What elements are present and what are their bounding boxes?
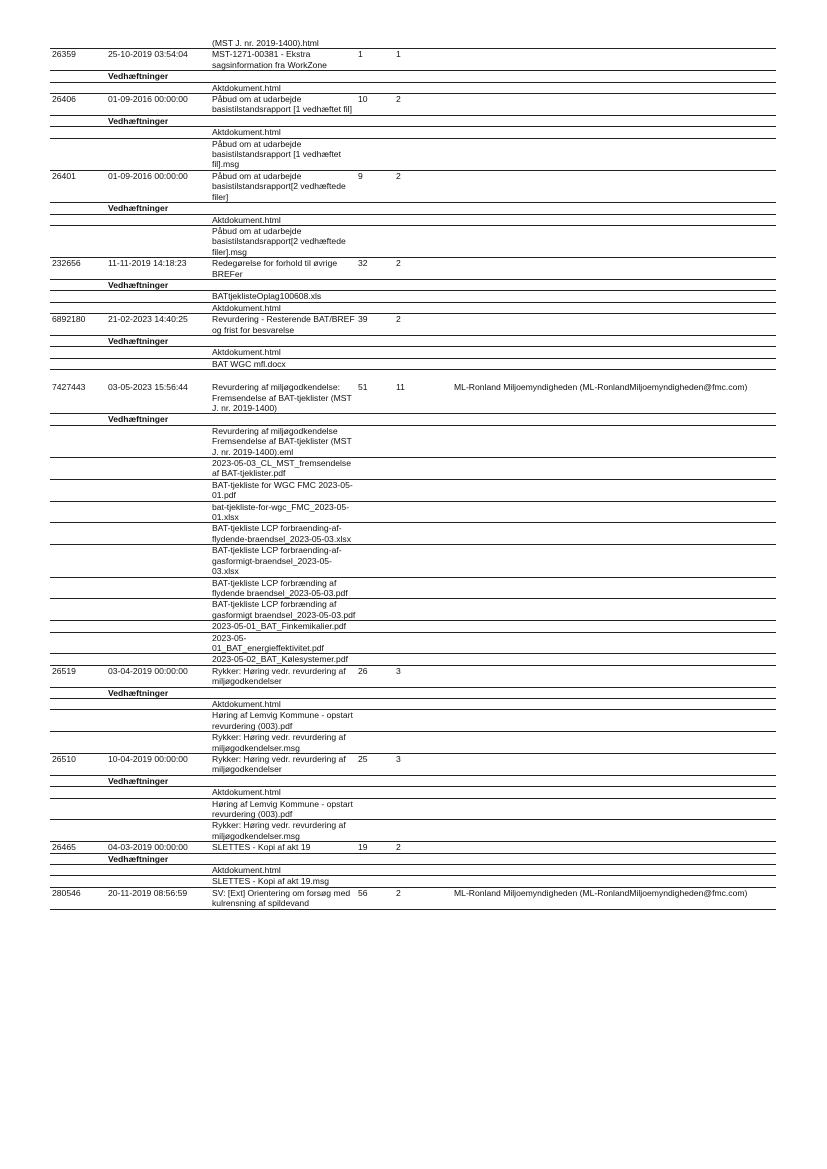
- record-date: 01-09-2016 00:00:00: [106, 170, 210, 202]
- attachment-row: [50, 358, 776, 369]
- record-party: [452, 170, 776, 202]
- attachment-row: [50, 632, 776, 654]
- record-count-1: 9: [356, 170, 394, 202]
- attachments-label: Vedhæftninger: [106, 71, 210, 82]
- attachment-name: Aktdokument.html: [210, 698, 356, 709]
- attachment-name: Revurdering af miljøgodkendelse Fremsendelse af BAT-tjeklister (MST J. nr. 2019-1400).eml: [210, 425, 356, 457]
- attachment-row: [50, 621, 776, 632]
- attachment-name: BATtjeklisteOplag100608.xls: [210, 291, 356, 302]
- attachment-name: BAT-tjekliste LCP forbrænding af gasformigt braendsel_2023-05-03.pdf: [212, 599, 356, 620]
- attachment-name: Aktdokument.html: [210, 347, 356, 358]
- attachments-label: Vedhæftninger: [106, 203, 210, 214]
- attachment-name: BAT-tjekliste LCP forbrænding af flydende braendsel_2023-05-03.pdf: [210, 577, 356, 599]
- attachments-header-row: [50, 775, 776, 786]
- record-count-2: 2: [394, 258, 452, 280]
- attachment-row: [50, 599, 776, 621]
- attachment-row: [50, 820, 776, 842]
- attachment-row: [50, 654, 776, 665]
- attachments-label: Vedhæftninger: [106, 775, 210, 786]
- record-party: [452, 842, 776, 853]
- attachment-row: [50, 458, 776, 480]
- attachment-name: Rykker: Høring vedr. revurdering af miljøgodkendelser.msg: [210, 820, 356, 842]
- record-date: 11-11-2019 14:18:23: [106, 258, 210, 280]
- record-title: Revurdering af miljøgodkendelse: Fremsendelse af BAT-tjeklister (MST J. nr. 2019-1400): [210, 382, 356, 414]
- attachment-row: [50, 225, 776, 257]
- attachment-row: [50, 523, 776, 545]
- record-row: [50, 314, 776, 336]
- record-title: SLETTES - Kopi af akt 19: [210, 842, 356, 853]
- records-body: [50, 38, 776, 909]
- attachments-label: Vedhæftninger: [106, 853, 210, 864]
- record-count-2: 2: [394, 94, 452, 116]
- record-row: [50, 49, 776, 71]
- attachment-name: Aktdokument.html: [210, 82, 356, 93]
- attachment-name: BAT-tjekliste LCP forbraending-af-gasformigt-braendsel_2023-05-03.xlsx: [210, 545, 356, 577]
- record-count-2: 2: [394, 170, 452, 202]
- record-row: [50, 94, 776, 116]
- record-party: ML-Ronland Miljoemyndigheden (ML-RonlandMiljoemyndigheden@fmc.com): [452, 382, 776, 414]
- attachments-label: Vedhæftninger: [106, 414, 210, 425]
- record-date: 03-05-2023 15:56:44: [106, 382, 210, 414]
- attachment-row: [50, 425, 776, 457]
- attachment-name: Påbud om at udarbejde basistilstandsrapport [1 vedhæftet fil].msg: [210, 138, 356, 170]
- record-id: 26359: [50, 49, 106, 71]
- attachment-row: [50, 214, 776, 225]
- attachment-name: Rykker: Høring vedr. revurdering af miljøgodkendelser.msg: [210, 732, 356, 754]
- record-count-1: 10: [356, 94, 394, 116]
- attachment-name: Aktdokument.html: [210, 214, 356, 225]
- attachment-name: 2023-05-01_BAT_Finkemikalier.pdf: [210, 621, 356, 632]
- record-row: [50, 887, 776, 909]
- attachment-name: SLETTES - Kopi af akt 19.msg: [210, 876, 356, 887]
- record-id: 6892180: [50, 314, 106, 336]
- record-date: 01-09-2016 00:00:00: [106, 94, 210, 116]
- record-id: 26519: [50, 665, 106, 687]
- record-title: Rykker: Høring vedr. revurdering af miljøgodkendelser: [210, 665, 356, 687]
- record-id: 26465: [50, 842, 106, 853]
- attachment-row: [50, 291, 776, 302]
- record-title: Påbud om at udarbejde basistilstandsrapport [1 vedhæftet fil]: [210, 94, 356, 116]
- attachment-name: Høring af Lemvig Kommune - opstart revurdering (003).pdf: [210, 798, 356, 820]
- record-id: 232656: [50, 258, 106, 280]
- record-date: 10-04-2019 00:00:00: [106, 754, 210, 776]
- attachment-name: Påbud om at udarbejde basistilstandsrapport[2 vedhæftede filer].msg: [210, 225, 356, 257]
- record-count-1: 25: [356, 754, 394, 776]
- attachment-name: 2023-05-02_BAT_Kølesystemer.pdf: [210, 654, 356, 665]
- attachment-row: [50, 698, 776, 709]
- attachment-row: [50, 138, 776, 170]
- attachment-name: BAT WGC mfl.docx: [210, 358, 356, 369]
- attachment-row: [50, 732, 776, 754]
- record-title: SV: [Ext] Orientering om forsøg med kulrensning af spildevand: [210, 887, 356, 909]
- attachments-header-row: [50, 414, 776, 425]
- record-row: [50, 754, 776, 776]
- document-page: [50, 38, 776, 910]
- record-row: [50, 382, 776, 414]
- attachments-header-row: [50, 335, 776, 346]
- record-party: [452, 258, 776, 280]
- attachment-row: [50, 787, 776, 798]
- record-row: [50, 842, 776, 853]
- record-id: 280546: [50, 887, 106, 909]
- record-count-1: 1: [356, 49, 394, 71]
- continued-row: [50, 38, 776, 49]
- attachment-name: 2023-05-03_CL_MST_fremsendelse af BAT-tjeklister.pdf: [210, 458, 356, 480]
- record-count-2: 11: [394, 382, 452, 414]
- attachment-name: Aktdokument.html: [210, 302, 356, 313]
- attachment-row: [50, 479, 776, 501]
- attachment-row: [50, 798, 776, 820]
- record-date: 25-10-2019 03:54:04: [106, 49, 210, 71]
- record-count-1: 39: [356, 314, 394, 336]
- record-count-1: 56: [356, 887, 394, 909]
- record-count-2: 1: [394, 49, 452, 71]
- attachment-row: [50, 710, 776, 732]
- attachment-row: [50, 501, 776, 523]
- record-date: 04-03-2019 00:00:00: [106, 842, 210, 853]
- record-count-2: 3: [394, 754, 452, 776]
- attachment-name: Aktdokument.html: [210, 787, 356, 798]
- attachments-label: Vedhæftninger: [106, 687, 210, 698]
- attachments-header-row: [50, 279, 776, 290]
- record-count-1: 26: [356, 665, 394, 687]
- attachments-header-row: [50, 115, 776, 126]
- record-title: Rykker: Høring vedr. revurdering af miljøgodkendelser: [210, 754, 356, 776]
- attachments-header-row: [50, 853, 776, 864]
- record-title: Påbud om at udarbejde basistilstandsrapport[2 vedhæftede filer]: [210, 170, 356, 202]
- record-count-1: 51: [356, 382, 394, 414]
- attachment-name: (MST J. nr. 2019-1400).html: [210, 38, 356, 49]
- record-id: 26401: [50, 170, 106, 202]
- attachments-header-row: [50, 71, 776, 82]
- attachment-row: [50, 545, 776, 577]
- record-title: Redegørelse for forhold til øvrige BREFer: [210, 258, 356, 280]
- record-count-2: 2: [394, 314, 452, 336]
- record-party: [452, 314, 776, 336]
- record-party: ML-Ronland Miljoemyndigheden (ML-RonlandMiljoemyndigheden@fmc.com): [452, 887, 776, 909]
- attachment-row: [50, 865, 776, 876]
- record-date: 03-04-2019 00:00:00: [106, 665, 210, 687]
- attachment-row: [50, 347, 776, 358]
- records-table: [50, 38, 776, 910]
- record-id: 7427443: [50, 382, 106, 414]
- attachment-name: BAT-tjekliste LCP forbraending-af-flydende-braendsel_2023-05-03.xlsx: [210, 523, 356, 545]
- record-row: [50, 170, 776, 202]
- record-row: [50, 665, 776, 687]
- attachment-name: bat-tjekliste-for-wgc_FMC_2023-05-01.xlsx: [210, 501, 356, 523]
- attachments-label: Vedhæftninger: [106, 335, 210, 346]
- attachments-label: Vedhæftninger: [106, 115, 210, 126]
- record-title: Revurdering - Resterende BAT/BREF og frist for besvarelse: [212, 314, 355, 335]
- attachment-row: [50, 302, 776, 313]
- record-count-2: 2: [394, 887, 452, 909]
- record-count-1: 19: [356, 842, 394, 853]
- record-date: 20-11-2019 08:56:59: [106, 887, 210, 909]
- record-count-1: 32: [356, 258, 394, 280]
- attachments-header-row: [50, 203, 776, 214]
- attachment-row: [50, 876, 776, 887]
- attachment-name: Høring af Lemvig Kommune - opstart revurdering (003).pdf: [210, 710, 356, 732]
- record-party: [452, 665, 776, 687]
- attachment-name: Aktdokument.html: [210, 865, 356, 876]
- spacer-row: [50, 370, 776, 383]
- attachment-row: [50, 127, 776, 138]
- attachment-name: Aktdokument.html: [210, 127, 356, 138]
- attachments-header-row: [50, 687, 776, 698]
- record-party: [452, 94, 776, 116]
- attachment-row: [50, 577, 776, 599]
- attachments-label: Vedhæftninger: [106, 279, 210, 290]
- record-party: [452, 754, 776, 776]
- attachment-name: 2023-05-01_BAT_energieffektivitet.pdf: [210, 632, 356, 654]
- record-id: 26510: [50, 754, 106, 776]
- record-count-2: 3: [394, 665, 452, 687]
- attachment-row: [50, 82, 776, 93]
- record-id: 26406: [50, 94, 106, 116]
- record-row: [50, 258, 776, 280]
- record-title: MST-1271-00381 - Ekstra sagsinformation fra WorkZone: [210, 49, 356, 71]
- record-count-2: 2: [394, 842, 452, 853]
- record-date: 21-02-2023 14:40:25: [106, 314, 210, 336]
- record-party: [452, 49, 776, 71]
- attachment-name: BAT-tjekliste for WGC FMC 2023-05-01.pdf: [210, 479, 356, 501]
